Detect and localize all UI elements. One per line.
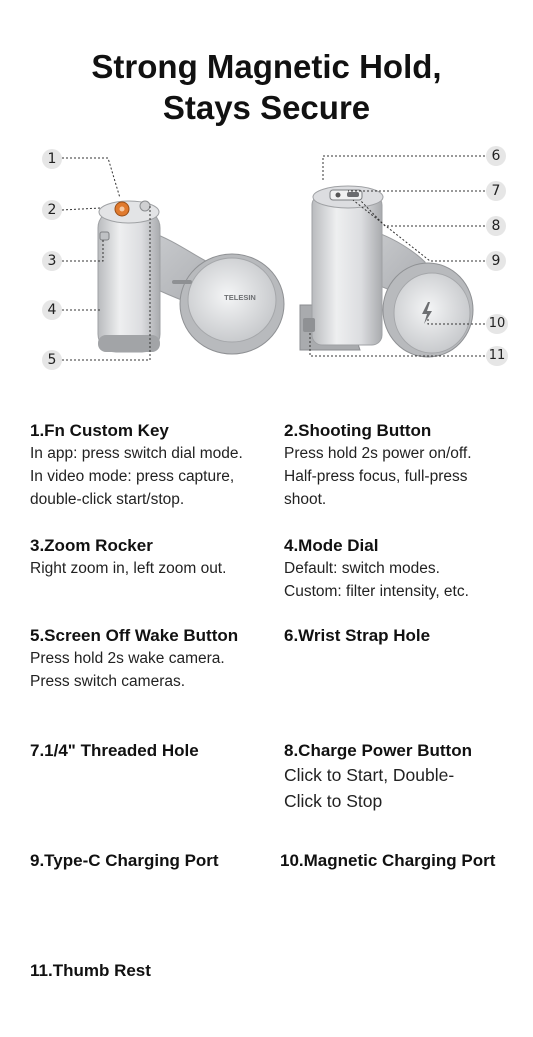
feature-title: 9.Type-C Charging Port: [30, 851, 219, 870]
feature-9: [30, 850, 280, 872]
feature-title: 3.Zoom Rocker: [30, 536, 153, 555]
callout-2: 2: [42, 200, 62, 220]
callout-7: 7: [486, 181, 506, 201]
feature-desc: Press hold 2s wake camera. Press switch cameras.: [30, 650, 225, 690]
callout-10: 10: [486, 314, 508, 334]
product-illustration: [0, 140, 533, 380]
callout-4: 4: [42, 300, 62, 320]
feature-6: [284, 625, 533, 647]
headline: [0, 46, 533, 128]
feature-desc: Right zoom in, left zoom out.: [30, 560, 227, 577]
headline-line-1: Strong Magnetic Hold,: [91, 48, 442, 85]
feature-title: 11.Thumb Rest: [30, 961, 151, 980]
feature-title: 2.Shooting Button: [284, 421, 432, 440]
feature-desc: In app: press switch dial mode. In video mode: press capture, double-click start/stop.: [30, 445, 243, 508]
callout-5: 5: [42, 350, 62, 370]
feature-title: 1.Fn Custom Key: [30, 421, 169, 440]
headline-line-2: Stays Secure: [162, 89, 371, 126]
feature-7: [30, 740, 280, 762]
feature-8: [284, 740, 533, 814]
device-left-view: [98, 201, 284, 354]
feature-title: 10.Magnetic Charging Port: [280, 851, 496, 870]
callout-1: 1: [42, 149, 62, 169]
callout-9: 9: [486, 251, 506, 271]
feature-3: [30, 535, 280, 580]
callout-8: 8: [486, 216, 506, 236]
feature-desc: Default: switch modes. Custom: filter intensity, etc.: [284, 560, 469, 600]
feature-title: 6.Wrist Strap Hole: [284, 626, 431, 645]
callout-11: 11: [486, 346, 508, 366]
callout-3: 3: [42, 251, 62, 271]
feature-10: [280, 850, 530, 872]
feature-title: 7.1/4" Threaded Hole: [30, 741, 199, 760]
feature-1: [30, 420, 280, 511]
feature-11: [30, 960, 280, 982]
feature-desc: Press hold 2s power on/off. Half-press focus, full-press shoot.: [284, 445, 472, 508]
feature-desc: Click to Start, Double- Click to Stop: [284, 765, 455, 811]
callout-6: 6: [486, 146, 506, 166]
feature-title: 4.Mode Dial: [284, 536, 379, 555]
feature-2: [284, 420, 533, 511]
feature-5: [30, 625, 280, 693]
device-right-view: [300, 186, 473, 357]
feature-4: [284, 535, 533, 603]
device-brand-label: TELESIN: [224, 293, 256, 302]
feature-title: 5.Screen Off Wake Button: [30, 626, 239, 645]
feature-title: 8.Charge Power Button: [284, 741, 472, 760]
